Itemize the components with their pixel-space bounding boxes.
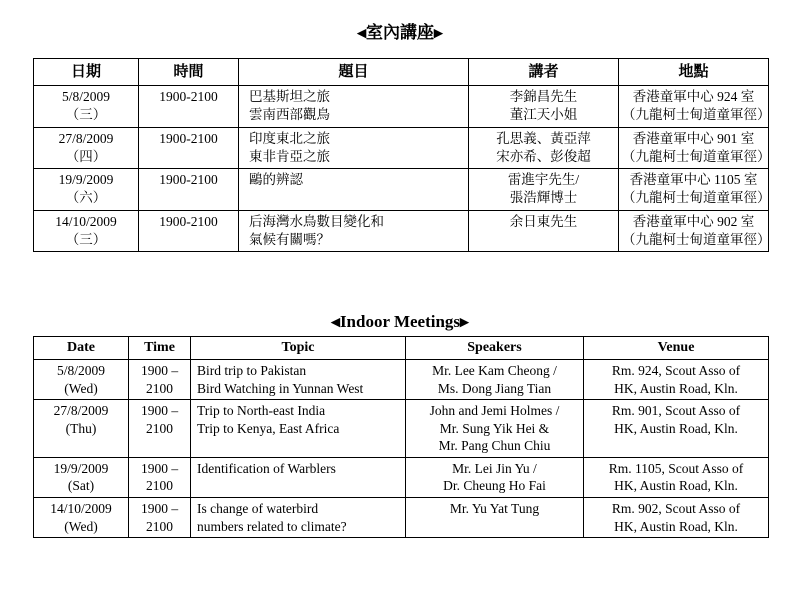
cell-line: (Wed) [64,380,98,396]
cell-line: 2100 [146,420,173,436]
column-header-venue: 地點 [619,59,769,86]
cell-date [34,86,139,127]
cell-line: （四） [65,148,107,164]
cell-speakers [406,457,584,497]
cell-venue [584,400,769,458]
cell-line: 27/8/2009 [53,403,109,419]
cell-line: Bird Watching in Yunnan West [197,380,364,396]
column-header-time: Time [129,337,191,360]
cell-line: 印度東北之旅 [249,130,330,146]
cell-topic [239,127,469,168]
cell-line: Rm. 924, Scout Asso of [611,363,741,379]
table-row [34,457,769,497]
column-header-venue: Venue [584,337,769,360]
cell-line: numbers related to climate? [197,518,347,534]
column-header-time: 時間 [139,59,239,86]
english-section-title: ◂Indoor Meetings▸ [331,312,469,331]
cell-line: Trip to North-east India [197,403,326,419]
cell-line: （九龍柯士甸道童軍徑） [622,107,771,123]
cell-line: Identification of Warblers [197,460,336,476]
cell-speakers [406,400,584,458]
cell-line: 1900-2100 [159,89,218,105]
cell-line: 19/9/2009 [58,172,114,188]
cell-line: Mr. Sung Yik Hei & [439,420,550,436]
cell-line: 27/8/2009 [58,130,114,146]
cell-time [139,169,239,210]
cell-topic [239,86,469,127]
cell-line: 香港童軍中心 902 室 [632,213,755,229]
column-header-speakers: Speakers [406,337,584,360]
cell-line: （九龍柯士甸道童軍徑） [622,231,771,247]
cell-line: 宋亦希、彭俊超 [496,148,591,164]
table-row [34,127,769,168]
cell-speakers [406,360,584,400]
column-header-topic: 題目 [239,59,469,86]
table-row [34,210,769,251]
cell-line: 李錦昌先生 [509,89,578,105]
cell-line: (Sat) [67,478,95,494]
cell-time [129,457,191,497]
cell-line: 1900 – [140,403,179,419]
cell-date [34,498,129,538]
cell-line: 5/8/2009 [56,363,105,379]
cell-time [129,498,191,538]
table-row [34,169,769,210]
cell-topic [191,457,406,497]
cell-line: 東非肯亞之旅 [249,148,330,164]
cell-venue [584,360,769,400]
cell-date [34,210,139,251]
cell-line: HK, Austin Road, Kln. [614,380,738,396]
cell-line: （九龍柯士甸道童軍徑） [622,190,771,206]
cell-line: Bird trip to Pakistan [197,363,307,379]
cell-line: Rm. 1105, Scout Asso of [608,460,744,476]
cell-line: 14/10/2009 [55,213,117,229]
cell-topic [239,169,469,210]
cell-time [139,210,239,251]
cell-line: HK, Austin Road, Kln. [614,420,738,436]
cell-venue [619,210,769,251]
cell-venue [584,498,769,538]
cell-venue [584,457,769,497]
cell-date [34,400,129,458]
table-header-row [34,337,769,360]
cell-line: Trip to Kenya, East Africa [197,420,340,436]
column-header-date: Date [34,337,129,360]
cell-speakers [469,210,619,251]
cell-line: HK, Austin Road, Kln. [614,518,738,534]
cell-line: Rm. 902, Scout Asso of [611,501,741,517]
cell-venue [619,86,769,127]
cell-line: 19/9/2009 [53,460,109,476]
cell-line: 5/8/2009 [61,89,110,105]
cell-line: （九龍柯士甸道童軍徑） [622,148,771,164]
cell-line: 香港童軍中心 1105 室 [629,172,758,188]
cell-line: Mr. Lei Jin Yu / [452,460,537,476]
table-row [34,400,769,458]
cell-topic [191,400,406,458]
cell-line: （三） [65,107,107,123]
cell-line: 2100 [146,518,173,534]
english-schedule-table [33,336,769,538]
cell-speakers [469,169,619,210]
cell-line: 1900-2100 [159,130,218,146]
cell-speakers [469,86,619,127]
cell-date [34,127,139,168]
cell-line: Ms. Dong Jiang Tian [437,380,552,396]
cell-line: Rm. 901, Scout Asso of [611,403,741,419]
cell-line: 余日東先生 [509,213,578,229]
cell-line: 鷗的辨認 [249,172,303,188]
table-row [34,360,769,400]
cell-line: 巴基斯坦之旅 [249,89,330,105]
cell-speakers [406,498,584,538]
cell-line: 1900-2100 [159,213,218,229]
table-row [34,498,769,538]
cell-line: Is change of waterbird [197,501,319,517]
cell-time [139,127,239,168]
cell-topic [239,210,469,251]
cell-date [34,360,129,400]
chinese-schedule-table [33,58,769,252]
cell-line: 香港童軍中心 924 室 [632,89,755,105]
cell-line: Mr. Pang Chun Chiu [438,438,551,454]
cell-line: (Wed) [64,518,98,534]
cell-line: 張浩輝博士 [509,190,578,206]
cell-line: 董江天小姐 [509,107,578,123]
cell-line: 孔思義、黃亞萍 [496,130,591,146]
cell-venue [619,127,769,168]
cell-line: （六） [65,190,107,206]
table-header-row [34,59,769,86]
column-header-topic: Topic [191,337,406,360]
cell-line: HK, Austin Road, Kln. [614,478,738,494]
cell-venue [619,169,769,210]
column-header-date: 日期 [34,59,139,86]
cell-topic [191,360,406,400]
cell-time [129,400,191,458]
cell-line: 1900 – [140,501,179,517]
chinese-section-title: ◂室內講座▸ [357,23,443,42]
cell-line: 1900 – [140,460,179,476]
cell-line: 1900 – [140,363,179,379]
cell-line: Dr. Cheung Ho Fai [443,478,546,494]
cell-line: 2100 [146,380,173,396]
cell-line: John and Jemi Holmes / [429,403,560,419]
cell-line: 雲南西部觀鳥 [249,107,330,123]
cell-date [34,457,129,497]
cell-line: 氣候有關嗎？ [249,231,330,247]
cell-line: 1900-2100 [159,172,218,188]
cell-line: Mr. Lee Kam Cheong / [432,363,557,379]
column-header-speakers: 講者 [469,59,619,86]
cell-line: 香港童軍中心 901 室 [632,130,755,146]
cell-line: 14/10/2009 [50,501,112,517]
table-row [34,86,769,127]
cell-speakers [469,127,619,168]
cell-time [139,86,239,127]
cell-line: (Thu) [65,420,97,436]
cell-line: 雷進宇先生/ [507,172,580,188]
cell-time [129,360,191,400]
cell-line: 后海灣水鳥數目變化和 [249,213,384,229]
cell-line: 2100 [146,478,173,494]
cell-line: Mr. Yu Yat Tung [449,501,540,517]
cell-date [34,169,139,210]
cell-line: （三） [65,231,107,247]
cell-topic [191,498,406,538]
